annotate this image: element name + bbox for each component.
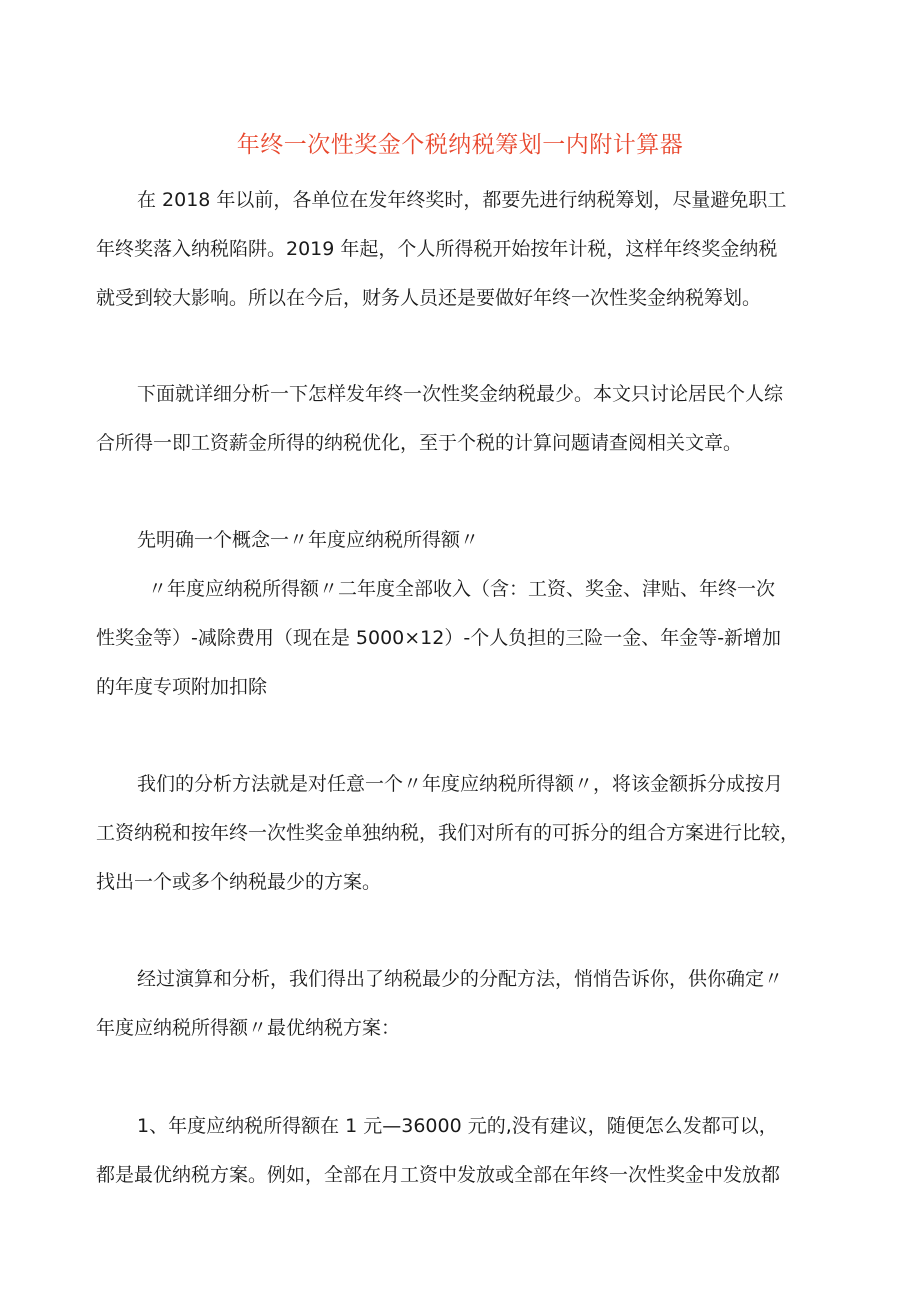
- text-line: 找出一个或多个纳税最少的方案。: [96, 871, 382, 893]
- text-line: 我们的分析方法就是对任意一个〃年度应纳税所得额〃，将该金额拆分成按月: [137, 773, 784, 795]
- text-line: 的年度专项附加扣除: [96, 676, 268, 698]
- text-line: 下面就详细分析一下怎样发年终一次性奖金纳税最少。本文只讨论居民个人综: [137, 383, 784, 405]
- text-line: 合所得一即工资薪金所得的纳税优化，至于个税的计算问题请查阅相关文章。: [96, 432, 743, 454]
- document-title: 年终一次性奖金个税纳税筹划一内附计算器: [236, 132, 684, 158]
- text-line: 经过演算和分析，我们得出了纳税最少的分配方法，悄悄告诉你，供你确定〃: [137, 968, 784, 990]
- text-line: 年终奖落入纳税陷阱。2019 年起，个人所得税开始按年计税，这样年终奖金纳税: [96, 238, 778, 260]
- text-line: 1、年度应纳税所得额在 1 元—36000 元的,没有建议，随便怎么发都可以，: [137, 1115, 778, 1137]
- text-line: 年度应纳税所得额〃最优纳税方案：: [96, 1017, 401, 1039]
- paragraph-result: [96, 955, 820, 1053]
- paragraph-analysis-scope: [96, 370, 820, 468]
- text-line: 性奖金等）-减除费用（现在是 5000×12）-个人负担的三险一金、年金等-新增加: [96, 627, 782, 649]
- text-line: 在 2018 年以前，各单位在发年终奖时，都要先进行纳税筹划，尽量避免职工: [137, 189, 787, 211]
- text-line: 先明确一个概念一〃年度应纳税所得额〃: [137, 529, 480, 551]
- paragraph-concept-heading: [96, 516, 820, 565]
- text-line: 工资纳税和按年终一次性奖金单独纳税，我们对所有的可拆分的组合方案进行比较，: [96, 822, 800, 844]
- text-line: 都是最优纳税方案。例如，全部在月工资中发放或全部在年终一次性奖金中发放都: [96, 1164, 781, 1186]
- paragraph-method: [96, 760, 820, 907]
- paragraph-intro: [96, 176, 820, 323]
- paragraph-item-1: [96, 1102, 820, 1200]
- text-line: 就受到较大影响。所以在今后，财务人员还是要做好年终一次性奖金纳税筹划。: [96, 287, 762, 309]
- text-line: 〃年度应纳税所得额〃二年度全部收入（含：工资、奖金、津贴、年终一次: [148, 578, 776, 600]
- paragraph-concept-definition: [96, 565, 820, 712]
